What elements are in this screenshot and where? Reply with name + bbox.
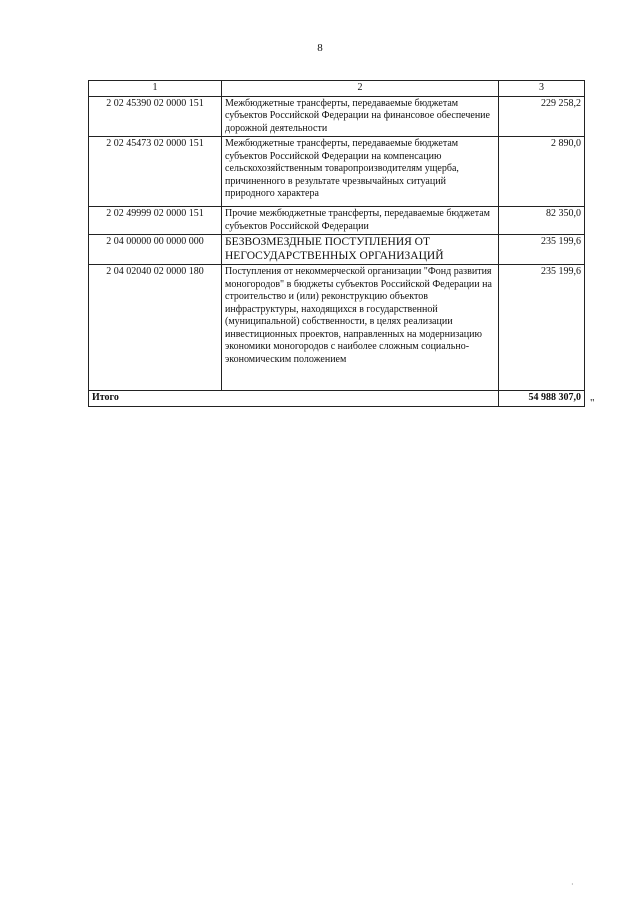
row-description: Межбюджетные трансферты, передаваемые бюджетам субъектов Российской Федерации на компенсацию сельскохозяйственным товаропроизводителям ущерба, причиненного в результате чрезвычайных ситуаций природного характера <box>222 137 499 207</box>
budget-code: 2 02 45390 02 0000 151 <box>89 96 222 137</box>
row-amount: 229 258,2 <box>499 96 585 137</box>
table-row <box>89 265 585 391</box>
table-row <box>89 207 585 235</box>
budget-code: 2 04 02040 02 0000 180 <box>89 265 222 391</box>
table-row <box>89 96 585 137</box>
table-header-row <box>89 81 585 97</box>
row-amount: 235 199,6 <box>499 235 585 265</box>
row-amount: 235 199,6 <box>499 265 585 391</box>
row-amount: 82 350,0 <box>499 207 585 235</box>
total-amount: 54 988 307,0 <box>499 391 585 407</box>
budget-code: 2 02 45473 02 0000 151 <box>89 137 222 207</box>
row-description: БЕЗВОЗМЕЗДНЫЕ ПОСТУПЛЕНИЯ ОТ НЕГОСУДАРСТВЕННЫХ ОРГАНИЗАЦИЙ <box>222 235 499 265</box>
total-label: Итого <box>89 391 222 407</box>
row-amount: 2 890,0 <box>499 137 585 207</box>
table-row <box>89 137 585 207</box>
row-description: Прочие межбюджетные трансферты, передаваемые бюджетам субъектов Российской Федерации <box>222 207 499 235</box>
total-spacer <box>222 391 499 407</box>
budget-table <box>88 80 585 407</box>
closing-quote: " <box>590 397 595 409</box>
table-row <box>89 235 585 265</box>
total-row <box>89 391 585 407</box>
budget-code: 2 02 49999 02 0000 151 <box>89 207 222 235</box>
row-description: Поступления от некоммерческой организации "Фонд развития моногородов" в бюджеты субъектов Российской Федерации на строительство и (или) реконструкцию объектов инфраструктуры, находящихся в государственной (муниципальной) собственности, в целях реализации инвестиционных проектов, направленных на модернизацию экономики моногородов с наиболее сложным социально-экономическим положением <box>222 265 499 391</box>
row-description: Межбюджетные трансферты, передаваемые бюджетам субъектов Российской Федерации на финансовое обеспечение дорожной деятельности <box>222 96 499 137</box>
column-header-1: 1 <box>89 81 222 97</box>
column-header-3: 3 <box>499 81 585 97</box>
budget-code: 2 04 00000 00 0000 000 <box>89 235 222 265</box>
column-header-2: 2 <box>222 81 499 97</box>
page-number: 8 <box>317 42 323 54</box>
bottom-mark: · <box>571 880 574 889</box>
